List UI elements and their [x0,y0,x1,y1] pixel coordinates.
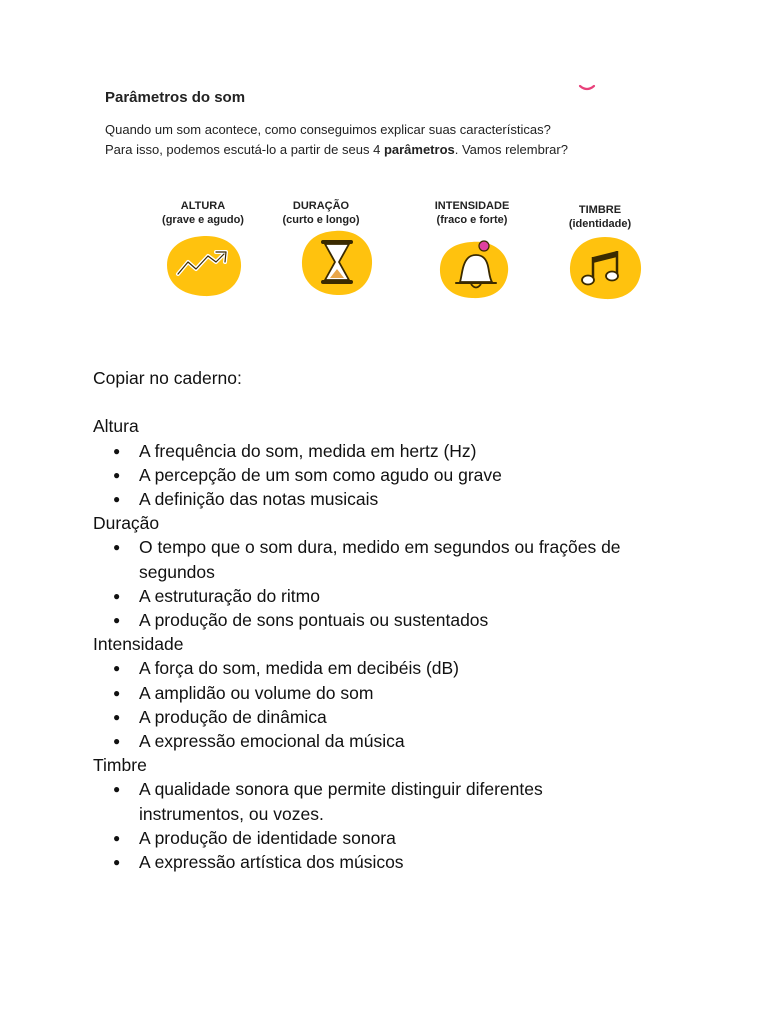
rising-arrow-icon [164,234,244,298]
intro-line-2: Para isso, podemos escutá-lo a partir de seus 4 parâmetros. Vamos relembrar? [105,142,568,157]
list-item: ● A produção de sons pontuais ou sustentados [93,608,713,632]
bell-icon [436,238,512,300]
parameter-name: TIMBRE [578,204,622,216]
parameter-name: INTENSIDADE [434,200,510,212]
hourglass-icon [299,229,375,297]
parameter-description: (fraco e forte) [436,214,508,226]
intro-text [105,120,568,160]
section-list-intensidade [93,656,713,753]
decorative-mark-icon [578,82,596,94]
list-item: ● A qualidade sonora que permite distinguir diferentes instrumentos, ou vozes. [93,777,713,825]
list-item: ● A definição das notas musicais [93,487,713,511]
parameter-description: (identidade) [568,218,632,230]
section-title-timbre: Timbre [93,755,147,776]
parameter-intensidade [412,199,532,227]
list-item: ● A percepção de um som como agudo ou grave [93,463,713,487]
music-note-icon [567,235,643,301]
notes-content [93,366,713,874]
parameter-name: DURAÇÃO [292,200,350,212]
spacer [93,390,713,414]
list-item: ● A estruturação do ritmo [93,584,713,608]
list-item: ● A expressão emocional da música [93,729,713,753]
list-item: ● A produção de identidade sonora [93,826,713,850]
parameter-timbre [540,203,660,231]
page-title: Parâmetros do som [105,89,246,106]
parameter-altura [143,199,263,227]
notes-title: Copiar no caderno: [93,368,242,388]
section-list-altura [93,439,713,512]
section-title-intensidade: Intensidade [93,634,184,655]
list-item: ● A expressão artística dos músicos [93,850,713,874]
list-item: ● A força do som, medida em decibéis (dB) [93,656,713,680]
section-list-timbre [93,777,713,874]
parameter-name: ALTURA [180,200,226,212]
intro-bold-word: parâmetros [383,142,455,157]
parameter-description: (curto e longo) [282,214,360,226]
section-list-duracao [93,535,713,632]
intro-line-1: Quando um som acontece, como conseguimos explicar suas características? [105,122,551,137]
section-title-altura: Altura [93,416,139,437]
list-item: ● O tempo que o som dura, medido em segundos ou frações de segundos [93,535,713,583]
parameter-duracao [261,199,381,227]
list-item: ● A produção de dinâmica [93,705,713,729]
list-item: ● A amplidão ou volume do som [93,681,713,705]
list-item: ● A frequência do som, medida em hertz (Hz) [93,439,713,463]
parameter-description: (grave e agudo) [162,214,244,226]
section-title-duracao: Duração [93,513,160,534]
